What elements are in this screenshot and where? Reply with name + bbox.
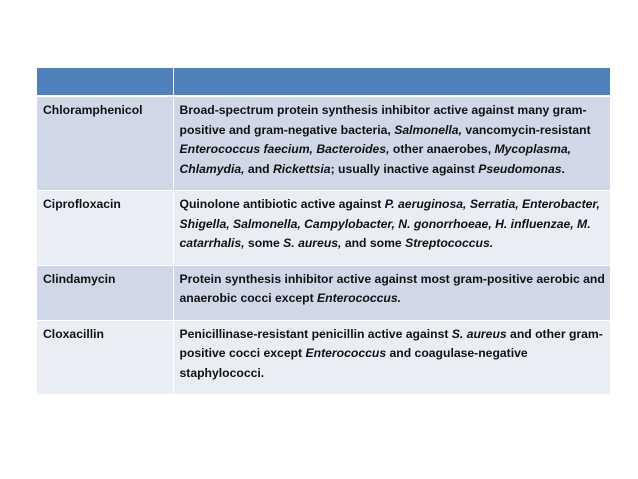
drug-name-cell: Clindamycin <box>37 265 173 320</box>
text-segment: Quinolone antibiotic active against <box>179 197 385 211</box>
drug-name-cell: Ciprofloxacin <box>37 191 173 266</box>
italic-text-segment: Salmonella, <box>394 122 462 137</box>
italic-text-segment: Mycoplasma, Chlamydia, <box>179 142 572 176</box>
text-segment: Broad-spectrum protein synthesis inhibitor active against many gram-positive and gram-negative bacteria, <box>179 103 587 137</box>
text-segment: and some <box>341 236 406 250</box>
text-segment: vancomycin-resistant <box>461 122 591 137</box>
italic-text-segment: Enterococcus <box>305 346 387 360</box>
antibiotic-table <box>37 68 610 395</box>
text-segment: Penicillinase-resistant penicillin active against <box>179 326 452 341</box>
italic-text-segment: S. aureus, <box>283 236 342 250</box>
text-segment: and <box>244 161 273 176</box>
text-segment: ; usually inactive against <box>330 161 479 176</box>
drug-description-cell <box>173 320 610 395</box>
italic-text-segment: Pseudomonas <box>478 161 562 176</box>
header-cell-description <box>173 68 610 96</box>
drug-name-cell: Chloramphenicol <box>37 96 173 191</box>
drug-description-cell <box>173 96 610 191</box>
text-segment: and other gram-positive cocci except <box>179 326 603 360</box>
table-row <box>37 191 610 266</box>
table-row <box>37 96 610 191</box>
italic-text-segment: S. aureus <box>451 326 507 341</box>
text-segment: Protein synthesis inhibitor active against most gram-positive aerobic and anaerobic cocci except <box>179 271 605 305</box>
text-segment: some <box>244 236 284 250</box>
italic-text-segment: Enterococcus faecium, Bacteroides, <box>179 142 390 156</box>
table-header-row <box>37 68 610 96</box>
table-row <box>37 265 610 320</box>
italic-text-segment: Streptococcus. <box>405 236 494 250</box>
italic-text-segment: Rickettsia <box>272 161 331 176</box>
table-row <box>37 320 610 395</box>
drug-description-cell <box>173 191 610 266</box>
drug-name-cell: Cloxacillin <box>37 320 173 395</box>
header-cell-drug <box>37 68 173 96</box>
drug-description-cell <box>173 265 610 320</box>
italic-text-segment: Enterococcus. <box>317 291 402 305</box>
italic-text-segment: P. aeruginosa, Serratia, Enterobacter, Shigella, Salmonella, Campylobacter, N. gonorrhoeae, H. influenzae, M. catarrhalis, <box>179 197 600 250</box>
text-segment: and coagulase-negative staphylococci. <box>179 346 528 380</box>
text-segment: . <box>561 161 565 176</box>
text-segment: other anaerobes, <box>389 142 495 156</box>
